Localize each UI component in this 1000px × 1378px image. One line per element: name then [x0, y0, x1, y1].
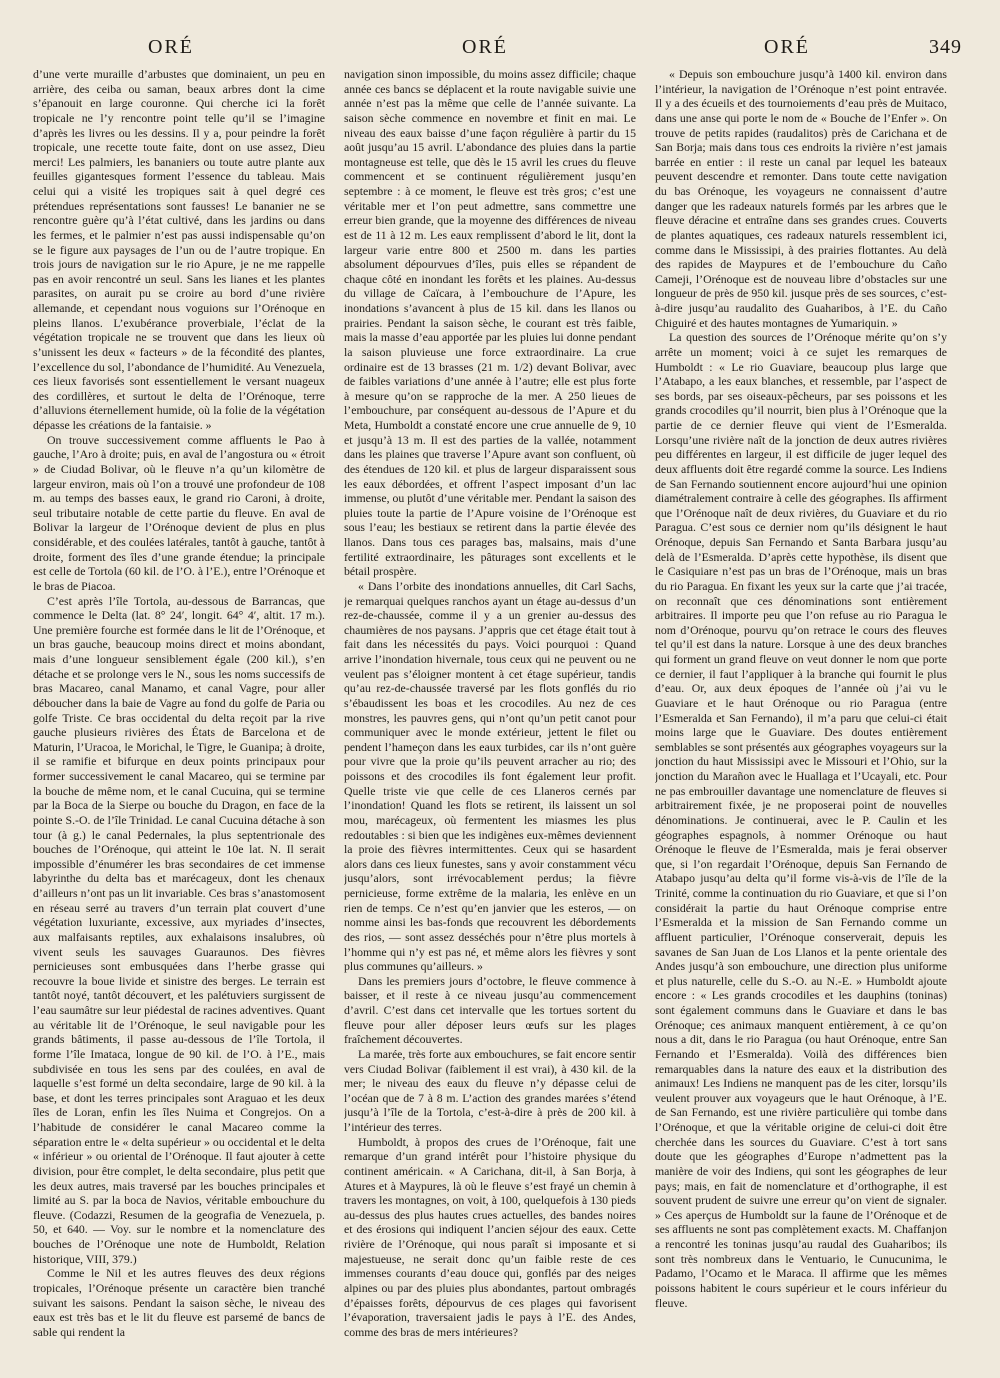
paragraph: La question des sources de l’Orénoque mérite qu’on s’y arrête un moment; voici à ce sujet les remarques de Humboldt : « Le rio Guaviare, beaucoup plus large que l’Atabapo, a les eaux blanches, et ressemble, par l’aspect de ses bords, par ses oiseaux-pêcheurs, par ses poissons et les grands crocodiles qu’il nourrit, bien plus à l’Orénoque que la partie de ce dernier fleuve qui vient de l’Esmeralda. Lorsqu’une rivière naît de la jonction de deux autres rivières peu différentes en largeur, il est difficile de juger lequel des deux affluents doit être regardé comme la source. Les Indiens de San Fernando soutiennent encore aujourd’hui une opinion diamétralement contraire à celle des géographes. Ils affirment que l’Orénoque naît de deux rivières, du Guaviare et du rio Paragua. C’est sous ce dernier nom qu’ils désignent le haut Orénoque, depuis San Fernando et Santa Barbara jusqu’au delà de l’Esmeralda. D’après cette hypothèse, ils disent que le Casiquiare n’est pas un bras de l’Orénoque, mais un bras du rio Paragua. En fixant les yeux sur la carte que j’ai tracée, on reconnaît que ces dénominations sont entièrement arbitraires. Il importe peu que l’on refuse au rio Paragua le nom d’Orénoque, pourvu qu’on retrace le cours des fleuves tel qu’il est dans la nature. Lorsque à une des deux branches qui forment un grand fleuve on veut donner le nom que porte ce dernier, il faut l’appliquer à la branche qui fournit le plus d’eau. Or, aux deux époques de l’année où j’ai vu le Guaviare et le haut Orénoque ou rio Paragua (entre l’Esmeralda et San Fernando), il m’a paru que celui-ci était moins large que le Guaviare. Des doutes entièrement semblables se sont présentés aux géographes voyageurs sur la jonction du haut Mississipi avec le Missouri et l’Ohio, sur la jonction du Marañon avec le Huallaga et l’Ucayali, etc. Pour ne pas embrouiller davantage une nomenclature de fleuves si arbitrairement fixée, je ne proposerai point de nouvelles dénominations. Je continuerai, avec le P. Caulin et les géographes espagnols, à nommer Orénoque ou haut Orénoque le fleuve de l’Esmeralda, mais je ferai observer que, si l’on regardait l’Orénoque, depuis San Fernando de Atabapo jusqu’au delta qu’il forme vis-à-vis de l’île de la Trinité, comme la continuation du rio Guaviare, et que si l’on considérait la partie du haut Orénoque comprise entre l’Esmeralda et la mission de San Fernando comme un affluent particulier, l’Orénoque conserverait, depuis les savanes de San Juan de Los Llanos et la pente orientale des Andes jusqu’à son embouchure, une direction plus uniforme et plus naturelle, celle du S.-O. au N.-E. » Humboldt ajoute encore : « Les grands crocodiles et les dauphins (toninas) sont également communs dans le Guaviare et dans le bas Orénoque; ces animaux manquent entièrement, à ce qu’on nous a dit, dans le rio Paragua (ou haut Orénoque, entre San Fernando et l’Esmeralda). Voilà des différences bien remarquables dans la nature des eaux et la distribution des animaux! Les Indiens ne manquent pas de les citer, lorsqu’ils veulent prouver aux voyageurs que le haut Orénoque, à l’E. de San Fernando, est une rivière particulière qui tombe dans l’Orénoque, et que la véritable origine de celui-ci doit être cherchée dans les sources du Guaviare. C’est à tort sans doute que les géographes d’Europe n’admettent pas la manière de voir des Indiens, qui sont les géographes de leur pays; mais, en fait de nomenclature et d’orthographe, il est souvent prudent de suivre une erreur qu’on vient de signaler. » Ces aperçus de Humboldt sur la faune de l’Orénoque et de ses affluents ne sont pas complètement exacts. M. Chaffanjon a rencontré les toninas jusqu’au raudal des Guaharibos; ils sont très nombreux dans le Ventuario, le Cunucunima, le Padamo, l’Ocamo et le Maraca. Il affirme que les mêmes poissons habitent le cours supérieur et le cours inférieur du fleuve.: [655, 330, 947, 1310]
running-header: [0, 36, 1000, 66]
paragraph: Humboldt, à propos des crues de l’Orénoque, fait une remarque d’un grand intérêt pour l’histoire physique du continent américain. « A Carichana, dit-il, à San Borja, à Atures et à Maypures, là où le fleuve s’est frayé un chemin à travers les montagnes, on voit, à 100, quelquefois à 130 pieds au-dessus des plus hautes crues actuelles, des bandes noires et des érosions qui indiquent l’ancien séjour des eaux. Cette rivière de l’Orénoque, qui nous paraît si imposante et si majestueuse, ne serait donc qu’un faible reste de ces immenses courants d’eau douce qui, gonflés par des neiges alpines ou par des pluies plus abondantes, partout ombragés d’épaisses forêts, dépourvus de ces plages qui favorisent l’évaporation, traversaient jadis le pays à l’E. des Andes, comme des bras de mers intérieures?: [344, 1134, 636, 1339]
paragraph: Dans les premiers jours d’octobre, le fleuve commence à baisser, et il reste à ce niveau jusqu’au commencement d’avril. C’est dans cet intervalle que les tortues sortent du fleuve pour aller déposer leurs œufs sur les plages fraîchement découvertes.: [344, 973, 636, 1047]
header-word-right: ORÉ: [764, 36, 810, 58]
paragraph: « Depuis son embouchure jusqu’à 1400 kil. environ dans l’intérieur, la navigation de l’Orénoque n’est point entravée. Il y a des écueils et des tournoiements d’eau près de Muitaco, dans une anse qui porte le nom de « Bouche de l’Enfer ». On trouve de petits rapides (raudalitos) près de Carichana et de San Borja; mais dans tous ces endroits la rivière n’est jamais barrée en entier : il reste un canal par lequel les bateaux peuvent descendre et remonter. Dans toute cette navigation du bas Orénoque, les voyageurs ne connaissent d’autre danger que les radeaux naturels formés par les arbres que le fleuve déracine et entraîne dans ses grandes crues. Couverts de plantes aquatiques, ces radeaux naturels ressemblent ici, comme dans le Mississipi, à des prairies flottantes. Au delà des rapides de Maypures et de l’embouchure du Caño Cameji, l’Orénoque est de nouveau libre d’obstacles sur une longueur de près de 950 kil. jusque près de ses sources, c’est-à-dire jusqu’au raudalito des Guaharibos, à l’E. du Caño Chiguiré et des hautes montagnes de Yumariquin. »: [655, 67, 947, 330]
paragraph: « Dans l’orbite des inondations annuelles, dit Carl Sachs, je remarquai quelques ranchos ayant un étage au-dessus d’un rez-de-chaussée, comme il y a un grenier au-dessus des chaumières de nos paysans. J’appris que cet étage était tout à fait dans les nécessités du pays. Voici pourquoi : Quand arrive l’inondation hivernale, tous ceux qui ne peuvent ou ne veulent pas s’éloigner montent à cet étage supérieur, tandis qu’au rez-de-chaussée traversé par les flots gonflés du rio s’ébaudissent les boas et les crocodiles. Au nez de ces monstres, les pauvres gens, qui n’ont qu’un petit canot pour communiquer avec le monde extérieur, jettent le filet ou pendent l’hameçon dans les eaux turbides, car ils n’ont guère pour vivre que la proie qu’ils peuvent arracher au rio; des poissons et des crocodiles ils font également leur profit. Quelle triste vie que celle de ces Llaneros cernés par l’inondation! Quand les flots se retirent, ils laissent un sol mou, marécageux, où fermentent les miasmes les plus redoutables : si bien que les indigènes eux-mêmes deviennent la proie des fièvres intermittentes. Ceux qui se hasardent alors dans ces lieux funestes, sans y avoir constamment vécu jusqu’alors, sont irrévocablement perdus; la fièvre pernicieuse, forme extrême de la malaria, les enlève en un rien de temps. Ce n’est qu’en janvier que les esteros, — on nomme ainsi les bas-fonds que recouvrent les débordements des rios, — sont assez desséchés pour n’être plus mortels à l’homme qui n’y est pas né, et même alors les fièvres y sont plus communes qu’ailleurs. »: [344, 578, 636, 974]
paragraph: Comme le Nil et les autres fleuves des deux régions tropicales, l’Orénoque présente un caractère bien tranché suivant les saisons. Pendant la saison sèche, le niveau des eaux est très bas et le lit du fleuve est parsemé de bancs de sable qui rendent la: [33, 1266, 325, 1339]
text-column-2: [344, 67, 636, 1367]
paragraph: d’une verte muraille d’arbustes que dominaient, un peu en arrière, des ceiba ou saman, beaux arbres dont la cime s’épanouit en large couronne. Qui cherche ici la forêt tropicale ne l’y rencontre point telle qu’il se l’imagine d’après les livres ou les dessins. Il y a, pour peindre la forêt tropicale, une recette toute faite, dont on use assez, Dieu merci! Les palmiers, les bananiers ou toute autre plante aux feuilles gigantesques forment l’essence du tableau. Mais celui qui a visité les tropiques sait à quel degré ces prétendues représentations sont fausses! Le bananier ne se rencontre guère qu’à l’état cultivé, dans les jardins ou dans les fermes, et le palmier n’est pas aussi indispensable qu’on se le figure aux paysages de l’un ou de l’autre tropique. En trois jours de navigation sur le rio Apure, je ne me rappelle pas en avoir rencontré un seul. Sans les lianes et les plantes parasites, on aurait pu se croire au bord d’une rivière allemande, et cependant nous voguions sur l’Orénoque en pleins llanos. L’exubérance proverbiale, l’éclat de la végétation tropicale ne se trouvent que dans les lieux où s’unissent les deux « facteurs » de la fécondité des plantes, l’excellence du sol, l’abondance de l’humidité. Au Venezuela, ces lieux favorisés sont essentiellement le versant nuageux des cordillères, et surtout le delta de l’Orénoque, terre d’alluvions éternellement humide, où la folie de la végétation dépasse les créations de la fantaisie. »: [33, 67, 325, 432]
header-word-left: ORÉ: [148, 36, 194, 58]
header-word-center: ORÉ: [462, 36, 508, 58]
page-number: 349: [929, 36, 962, 58]
text-column-1: [33, 67, 325, 1367]
paragraph: On trouve successivement comme affluents le Pao à gauche, l’Aro à droite; puis, en aval de l’angostura ou « étroit » de Ciudad Bolivar, où le fleuve n’a qu’un kilomètre de largeur environ, mais où l’on a trouvé une profondeur de 108 m. au temps des basses eaux, le grand rio Caroni, à droite, seul tributaire notable de cette partie du fleuve. En aval de Bolivar la largeur de l’Orénoque devient de plus en plus considérable, et des coulées latérales, tantôt à gauche, tantôt à droite, forment des îles d’une grande étendue; la principale est celle de Tortola (60 kil. de l’O. à l’E.), entre l’Orénoque et le bras de Piacoa.: [33, 432, 325, 593]
paragraph: C’est après l’île Tortola, au-dessous de Barrancas, que commence le Delta (lat. 8° 24′, longit. 64° 4′, altit. 17 m.). Une première fourche est formée dans le lit de l’Orénoque, et un bras gauche, beaucoup moins direct et moins abondant, mais d’une longueur sensiblement égale (200 kil.), s’en détache et se prolonge vers le N., sous les noms successifs de bras Macareo, canal Manamo, et canal Vagre, pour aller déboucher dans la baie de Vagre au fond du golfe de Paria ou golfe Triste. Ce bras occidental du delta reçoit par la rive gauche plusieurs rivières des États de Barcelona et de Maturin, l’Uracoa, le Morichal, le Tigre, le Guanipa; à droite, il se ramifie et bifurque en deux points principaux pour former successivement le canal Macareo, qui se termine par la bouche de même nom, et le canal Cucuina, qui se termine par la Boca de la Sierpe ou bouche du Dragon, en face de la pointe S.-O. de l’île Trinidad. Le canal Cucuina détache à son tour (à g.) le canal Pedernales, la plus septentrionale des bouches de l’Orénoque, qui atteint le 10e lat. N. Il serait impossible d’énumérer les bras secondaires de cet immense labyrinthe du delta bas et marécageux, dont les chenaux d’ailleurs n’ont pas un lit invariable. Ces bras s’anastomosent en réseau serré au travers d’un terrain plat couvert d’une végétation luxuriante, excessive, aux myriades d’insectes, aux malfaisants reptiles, aux exhalaisons insalubres, où vivent seuls les sauvages Guaraunos. Des fièvres pernicieuses sont embusquées dans l’herbe grasse qui recouvre la boue livide et sinistre des berges. Le terrain est tantôt noyé, tantôt découvert, et les palétuviers surgissent de l’eau saumâtre sur leur piédestal de racines adventives. Quant au véritable lit de l’Orénoque, le seul navigable pour les grands bâtiments, il passe au-dessous de l’île Tortola, il forme l’île Imataca, longue de 90 kil. de l’O. à l’E., mais subdivisée en tous les sens par des coulées, en aval de laquelle s’est formé un delta secondaire, large de 90 kil. à la base, et dont les terres principales sont Araguao et les deux îles de Loran, enfin les îles Nuima et Congrejos. On a l’habitude de considérer le canal Macareo comme la séparation entre le « delta supérieur » ou occidental et le delta « inférieur » ou oriental de l’Orénoque. Il faut ajouter à cette division, pour être complet, le delta secondaire, plus petit que les deux autres, mais traversé par les bouches principales et limité au S. par la boca de Navios, véritable embouchure du fleuve. (Codazzi, Resumen de la geografia de Venezuela, p. 50, et 640. — Voy. sur le nombre et la nomenclature des bouches de l’Orénoque une note de Humboldt, Relation historique, VIII, 379.): [33, 593, 325, 1266]
paragraph: La marée, très forte aux embouchures, se fait encore sentir vers Ciudad Bolivar (faiblement il est vrai), à 430 kil. de la mer; le niveau des eaux du fleuve n’y dépasse celui de l’océan que de 7 à 8 m. L’action des grandes marées s’étend jusqu’à l’île de la Tortola, c’est-à-dire à près de 200 kil. à l’intérieur des terres.: [344, 1046, 636, 1134]
paragraph: navigation sinon impossible, du moins assez difficile; chaque année ces bancs se déplacent et la route navigable suivie une année n’est pas la même que celle de l’année suivante. La saison sèche commence en novembre et finit en mai. Le niveau des eaux baisse d’une façon régulière à partir du 15 août jusqu’au 15 avril. L’abondance des pluies dans la partie montagneuse est telle, que dès le 15 avril les crues du fleuve commencent et se continuent régulièrement jusqu’en septembre : à ce moment, le fleuve est très gros; c’est une véritable mer et l’on peut admettre, sans commettre une erreur bien grande, que la moyenne des différences de niveau est de 11 à 12 m. Les eaux remplissent d’abord le lit, dont la largeur varie entre 800 et 2500 m. dans les parties absolument dépourvues d’îles, puis elles se répandent de chaque côté en inondant les forêts et les plaines. Au-dessus du village de Caïcara, à l’embouchure de l’Apure, les inondations s’avancent à plus de 15 kil. dans les llanos ou prairies. Pendant la saison sèche, le courant est très faible, mais la masse d’eau apportée par les pluies lui donne pendant la saison pluvieuse une force extraordinaire. La crue ordinaire est de 13 brasses (21 m. 1/2) devant Bolivar, avec de faibles variations d’une année à l’autre; elle est plus forte à mesure qu’on se rapproche de la mer. A 250 lieues de l’embouchure, par conséquent au-dessous de l’Apure et du Meta, Humboldt a constaté encore une crue annuelle de 9, 10 et jusqu’à 13 m. Il est des parties de la vallée, notamment dans les plaines que traverse l’Apure avant son confluent, où des étendues de 120 kil. et plus de largeur disparaissent sous les eaux débordées, et offrent l’aspect imposant d’un lac immense, ou plutôt d’une véritable mer. Pendant la saison des pluies toute la partie de l’Apure voisine de l’Orénoque est sous l’eau; les bestiaux se retirent dans la partie élevée des llanos. Dans tous ces parages bas, malsains, mais d’une fertilité extraordinaire, les pâturages sont excellents et le bétail prospère.: [344, 67, 636, 579]
text-column-3: [655, 67, 947, 1367]
